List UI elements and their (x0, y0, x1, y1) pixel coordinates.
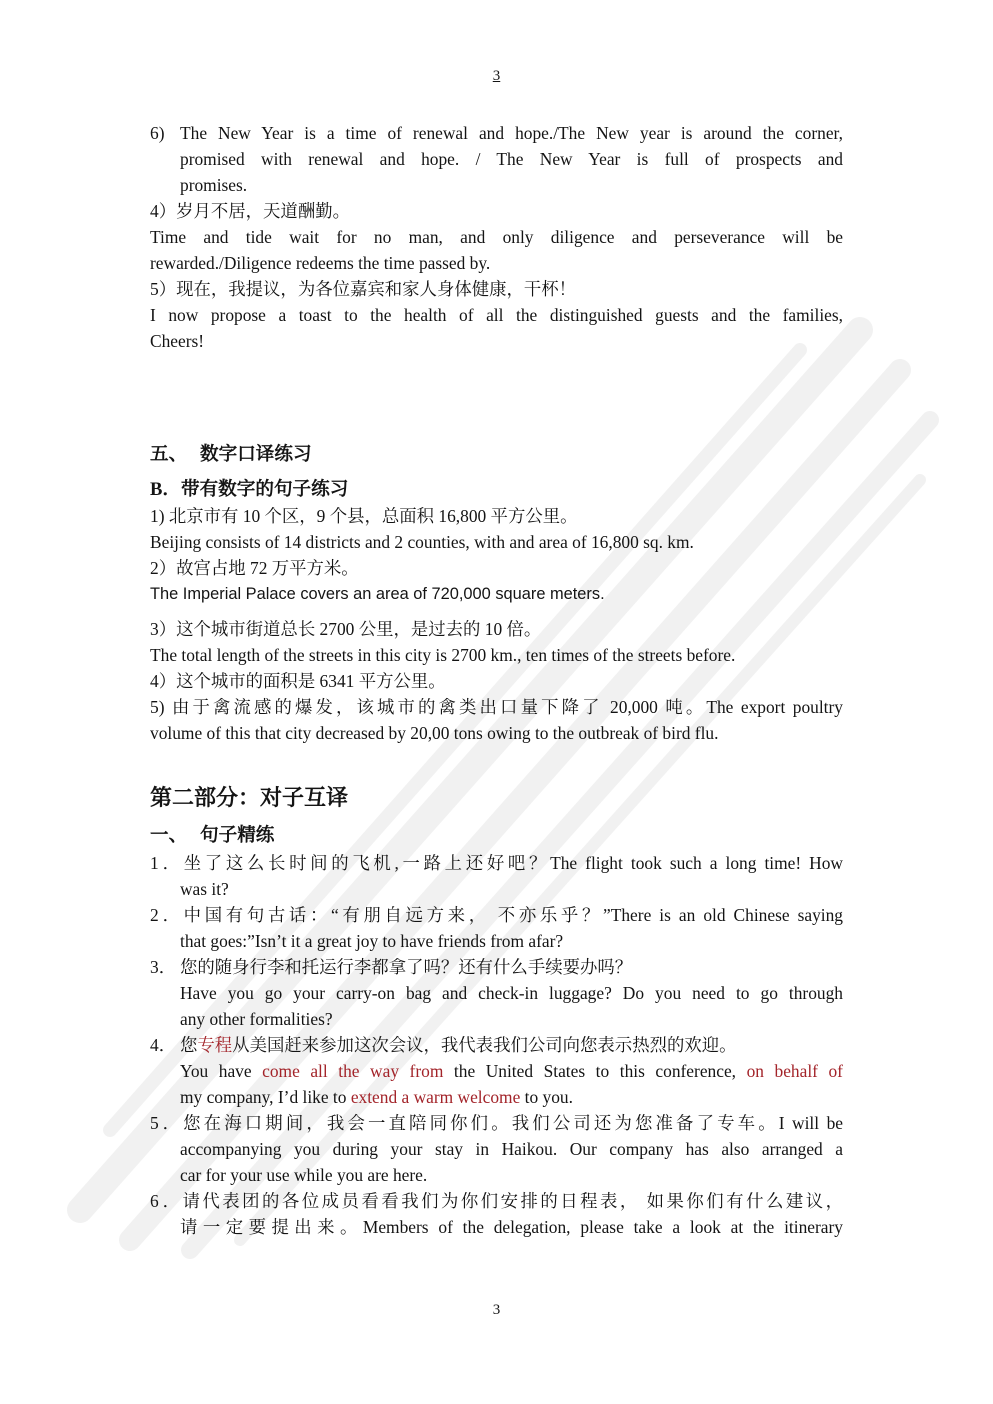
numbers-heading (150, 442, 843, 468)
toast-item6-line2: promised with renewal and hope. / The New Year is full of prospects and (180, 149, 843, 169)
item-text: 请代表团的各位成员看看我们为你们安排的日程表， 如果你们有什么建议， (180, 1191, 843, 1211)
heading-number: 五、 (150, 444, 188, 465)
toast-item4-en-line2: rewarded./Diligence redeems the time passed by. (150, 253, 491, 273)
part2-item1-line2: was it? (180, 879, 229, 899)
item-text: the United States to this conference, (443, 1061, 747, 1081)
item-text: The New Year is a time of renewal and hope./The New year is around the corner, (180, 123, 843, 143)
numbers-item3-en: The total length of the streets in this city is 2700 km., ten times of the streets before. (150, 645, 736, 665)
toast-item6-line3: promises. (180, 175, 248, 195)
footer-page-number: 3 (492, 1302, 501, 1318)
part2-items (150, 850, 843, 1240)
numbers-item3-zh: 3）这个城市街道总长 2700 公里，是过去的 10 倍。 (150, 619, 542, 639)
item-text: my company, I’d like to (180, 1087, 351, 1107)
toast-item5-en-line2: Cheers! (150, 331, 205, 351)
part2-heading (150, 823, 843, 849)
item-text: 您 (180, 1035, 198, 1055)
numbers-item5-line1: 5) 由于禽流感的爆发，该城市的禽类出口量下降了 20,000 吨。The export poultry (150, 697, 843, 717)
highlighted-term: 专程 (197, 1035, 233, 1055)
highlighted-term: come all the way from (262, 1061, 444, 1081)
part2-item2-line2: that goes:”Isn’t it a great joy to have friends from afar? (180, 931, 564, 951)
item-number: 1． (150, 853, 180, 873)
part2-item5-line2: accompanying you during your stay in Haikou. Our company has also arranged a (180, 1139, 843, 1159)
item-number: 4． (150, 1035, 177, 1055)
numbers-item5-line2: volume of this that city decreased by 20,00 tons owing to the outbreak of bird flu. (150, 723, 719, 743)
highlighted-term: on behalf of (746, 1061, 843, 1081)
part2-item3-line3: any other formalities? (180, 1009, 333, 1029)
heading-title: 数字口译练习 (200, 444, 312, 465)
toast-item4-en-line1: Time and tide wait for no man, and only diligence and perseverance will be (150, 227, 843, 247)
item-text: You have (180, 1061, 263, 1081)
header-page-number-text: 3 (492, 68, 501, 84)
heading-title: 句子精练 (200, 825, 275, 846)
toast-item5-zh: 5）现在，我提议，为各位嘉宾和家人身体健康，干杯！ (150, 279, 577, 299)
header-page-number (0, 68, 993, 85)
part2-item3-line2: Have you go your carry-on bag and check-in luggage? Do you need to go through (180, 983, 843, 1003)
item-number: 6． (150, 1191, 180, 1211)
numbers-item2-zh: 2）故宫占地 72 万平方米。 (150, 558, 359, 578)
part2-item5-line1 (150, 1110, 843, 1136)
toast-item5-en-line1: I now propose a toast to the health of all the distinguished guests and the families, (150, 305, 843, 325)
part2-item5-line3: car for your use while you are here. (180, 1165, 428, 1185)
toast-section (150, 120, 843, 354)
numbers-subheading: B．带有数字的句子练习 (150, 479, 349, 500)
part2-item6-line2: 请一定要提出来。Members of the delegation, please take a look at the itinerary (180, 1217, 843, 1237)
numbers-items-a (150, 503, 843, 607)
item-number: 2． (150, 905, 180, 925)
item-text: 您的随身行李和托运行李都拿了吗？还有什么手续要办吗？ (180, 957, 633, 977)
part2-item2-line1 (150, 902, 843, 928)
numbers-item2-en: The Imperial Palace covers an area of 720,000 square meters. (150, 585, 605, 603)
heading-number: 一、 (150, 825, 188, 846)
item-text: 从美国赶来参加这次会议，我代表我们公司向您表示热烈的欢迎。 (232, 1035, 737, 1055)
numbers-item1-zh: 1) 北京市有 10 个区，9 个县，总面积 16,800 平方公里。 (150, 506, 578, 526)
part2-item4-line2 (150, 1058, 843, 1084)
toast-item6-line1 (150, 120, 843, 146)
part2-item3-line1 (150, 954, 843, 980)
item-text: 坐了这么长时间的飞机,一路上还好吧？The flight took such a long time! How (180, 853, 843, 873)
part2-title: 第二部分：对子互译 (150, 785, 349, 810)
item-text: 中国有句古话：“有朋自远方来， 不亦乐乎？”There is an old Chinese saying (180, 905, 843, 925)
part2-item1-line1 (150, 850, 843, 876)
part2-item4-line1 (150, 1032, 843, 1058)
item-number: 3． (150, 957, 177, 977)
item-number: 5． (150, 1113, 180, 1133)
item-text: 您在海口期间，我会一直陪同你们。我们公司还为您准备了专车。I will be (180, 1113, 843, 1133)
toast-item4-zh: 4）岁月不居，天道酬勤。 (150, 201, 350, 221)
part2-item4-line3 (150, 1084, 843, 1110)
item-number: 6) (150, 123, 165, 143)
part2-item6-line1 (150, 1188, 843, 1214)
numbers-item4-zh: 4）这个城市的面积是 6341 平方公里。 (150, 671, 446, 691)
numbers-items-b (150, 616, 843, 746)
highlighted-term: extend a warm welcome (350, 1087, 521, 1107)
item-text: to you. (520, 1087, 573, 1107)
numbers-item1-en: Beijing consists of 14 districts and 2 counties, with and area of 16,800 sq. km. (150, 532, 694, 552)
